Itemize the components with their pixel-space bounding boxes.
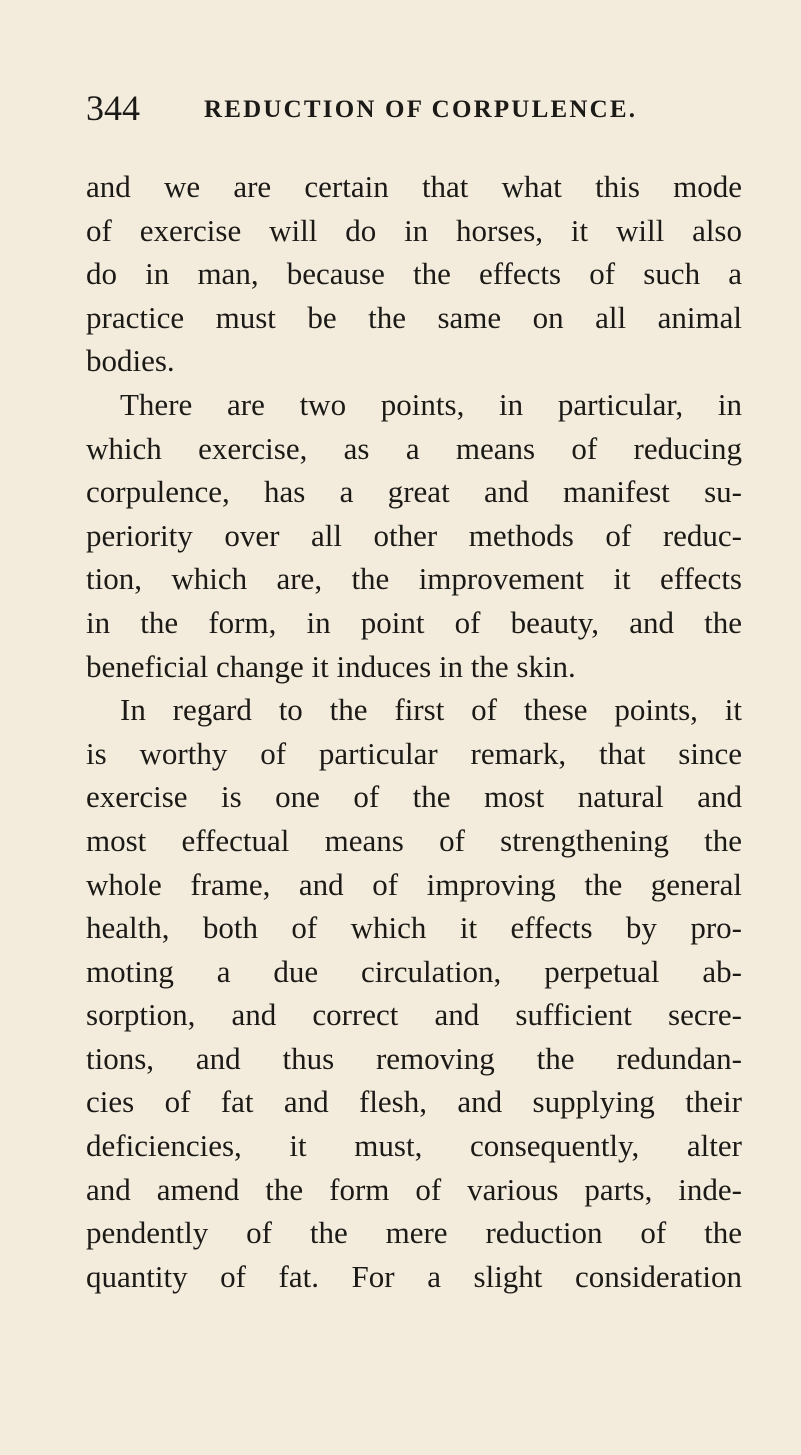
text-line: In regard to the first of these points, it [120, 692, 742, 728]
text-line: health, both of which it effects by pro- [86, 910, 742, 946]
text-line: whole frame, and of improving the general [86, 866, 742, 902]
text-line: corpulence, has a great and manifest su- [86, 474, 742, 510]
text-line: tion, which are, the improvement it effects [86, 561, 742, 597]
text-line: deficiencies, it must, consequently, alter [86, 1128, 742, 1164]
running-title: REDUCTION OF CORPULENCE. [204, 96, 638, 123]
body-text [86, 165, 742, 1298]
text-line: quantity of fat. For a slight consideration [86, 1258, 742, 1294]
text-line: is worthy of particular remark, that since [86, 735, 742, 771]
text-line: exercise is one of the most natural and [86, 779, 742, 815]
text-line: in the form, in point of beauty, and the [86, 604, 742, 640]
text-line: practice must be the same on all animal [86, 299, 742, 335]
text-line: cies of fat and flesh, and supplying their [86, 1084, 742, 1120]
text-line: sorption, and correct and sufficient secre- [86, 997, 742, 1033]
page-number: 344 [86, 88, 140, 128]
text-line: periority over all other methods of reduc- [86, 517, 742, 553]
running-head [86, 86, 736, 130]
text-line: and amend the form of various parts, inde- [86, 1171, 742, 1207]
text-line: and we are certain that what this mode [86, 169, 742, 204]
text-line: which exercise, as a means of reducing [86, 430, 742, 466]
text-line: bodies. [86, 343, 175, 379]
text-line: of exercise will do in horses, it will also [86, 212, 742, 248]
text-line: beneficial change it induces in the skin. [86, 648, 576, 684]
text-line: tions, and thus removing the redundan- [86, 1040, 742, 1076]
text-line: most effectual means of strengthening the [86, 822, 742, 858]
text-line: There are two points, in particular, in [120, 386, 742, 422]
text-line: moting a due circulation, perpetual ab- [86, 953, 742, 989]
text-line: pendently of the mere reduction of the [86, 1215, 742, 1251]
text-line: do in man, because the effects of such a [86, 256, 742, 292]
